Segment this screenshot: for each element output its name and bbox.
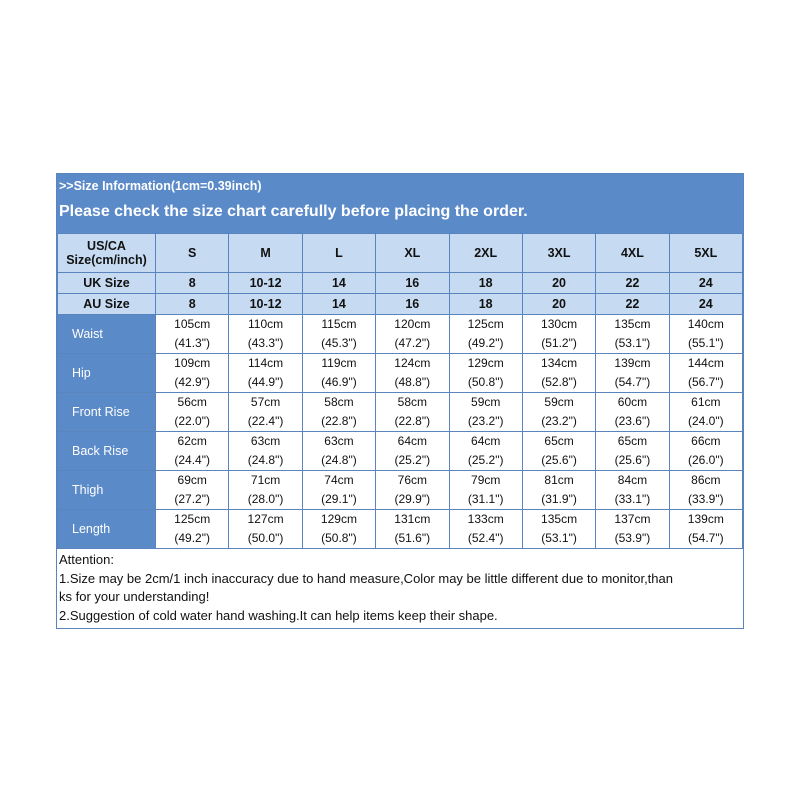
measurement-cell: [669, 354, 742, 393]
inch-value: (44.9"): [247, 375, 284, 389]
uk-size-cell: 18: [449, 273, 522, 294]
cm-value: 65cm: [617, 434, 648, 448]
inch-value: (24.0"): [688, 414, 724, 428]
measurement-cell: [376, 432, 449, 471]
measurement-label: Front Rise: [58, 393, 156, 432]
cm-value: 59cm: [471, 395, 501, 409]
measurement-cell: [229, 315, 302, 354]
measurement-cell: [596, 510, 669, 549]
inch-value: (24.4"): [174, 453, 210, 467]
cm-value: 109cm: [174, 356, 211, 370]
size-header-cell: S: [156, 234, 229, 273]
measurement-cell: [449, 315, 522, 354]
inch-value: (24.8"): [321, 453, 357, 467]
measurement-cell: [302, 471, 375, 510]
inch-value: (49.2"): [467, 336, 504, 350]
cm-value: 62cm: [177, 434, 207, 448]
uk-size-cell: 14: [302, 273, 375, 294]
measurement-cell: [376, 354, 449, 393]
au-size-cell: 18: [449, 294, 522, 315]
measurement-cell: [522, 471, 595, 510]
cm-value: 69cm: [177, 473, 207, 487]
inch-value: (50.8"): [321, 531, 357, 545]
cm-value: 139cm: [614, 356, 651, 370]
uk-size-cell: 24: [669, 273, 742, 294]
inch-value: (23.2"): [541, 414, 577, 428]
measurement-row: [58, 471, 743, 510]
inch-value: (23.6"): [614, 414, 651, 428]
uk-size-cell: 10-12: [229, 273, 302, 294]
cm-value: 105cm: [174, 317, 211, 331]
inch-value: (25.2"): [394, 453, 431, 467]
inch-value: (49.2"): [174, 531, 210, 545]
inch-value: (50.0"): [247, 531, 284, 545]
inch-value: (22.4"): [247, 414, 284, 428]
measurement-cell: [669, 315, 742, 354]
au-size-cell: 14: [302, 294, 375, 315]
cm-value: 61cm: [691, 395, 721, 409]
measurement-cell: [229, 432, 302, 471]
cm-value: 57cm: [250, 395, 281, 409]
measurement-cell: [156, 354, 229, 393]
cm-value: 120cm: [394, 317, 431, 331]
measurement-label: Length: [58, 510, 156, 549]
attention-note-1a: 1.Size may be 2cm/1 inch inaccuracy due to hand measure,Color may be little different due to monitor,than: [59, 570, 673, 586]
cm-value: 133cm: [467, 512, 504, 526]
cm-value: 60cm: [617, 395, 648, 409]
uk-size-row: [58, 273, 743, 294]
cm-value: 125cm: [467, 317, 504, 331]
cm-value: 144cm: [687, 356, 724, 370]
inch-value: (43.3"): [247, 336, 284, 350]
inch-value: (31.1"): [467, 492, 504, 506]
cm-value: 79cm: [471, 473, 501, 487]
measurement-cell: [302, 354, 375, 393]
cm-value: 58cm: [397, 395, 427, 409]
inch-value: (33.1"): [614, 492, 651, 506]
measurement-cell: [669, 432, 742, 471]
size-header-cell: L: [302, 234, 375, 273]
cm-value: 66cm: [691, 434, 721, 448]
uk-size-cell: 16: [376, 273, 449, 294]
inch-value: (51.2"): [541, 336, 577, 350]
measurement-row: [58, 432, 743, 471]
measurement-row: [58, 315, 743, 354]
inch-value: (26.0"): [688, 453, 724, 467]
measurement-cell: [229, 354, 302, 393]
us-ca-size-row: [58, 234, 743, 273]
measurement-cell: [302, 510, 375, 549]
measurement-cell: [449, 471, 522, 510]
cm-value: 81cm: [544, 473, 574, 487]
cm-value: 84cm: [617, 473, 648, 487]
cm-value: 135cm: [541, 512, 578, 526]
size-header-cell: 2XL: [449, 234, 522, 273]
inch-value: (25.2"): [467, 453, 504, 467]
measurement-cell: [229, 510, 302, 549]
size-unit-label: Size(cm/inch): [66, 253, 147, 267]
inch-value: (52.4"): [467, 531, 504, 545]
measurement-cell: [669, 393, 742, 432]
inch-value: (31.9"): [541, 492, 577, 506]
inch-value: (52.8"): [541, 375, 577, 389]
inch-value: (56.7"): [688, 375, 724, 389]
chart-header: [57, 174, 743, 233]
inch-value: (54.7"): [688, 531, 724, 545]
measurement-cell: [376, 510, 449, 549]
measurement-cell: [449, 432, 522, 471]
measurement-cell: [156, 510, 229, 549]
size-header-cell: 5XL: [669, 234, 742, 273]
measurement-label: Back Rise: [58, 432, 156, 471]
cm-value: 58cm: [324, 395, 354, 409]
cm-value: 71cm: [250, 473, 281, 487]
inch-value: (53.1"): [614, 336, 651, 350]
measurement-cell: [449, 354, 522, 393]
au-size-cell: 10-12: [229, 294, 302, 315]
inch-value: (25.6"): [614, 453, 651, 467]
cm-value: 139cm: [687, 512, 724, 526]
measurement-cell: [522, 432, 595, 471]
measurement-row: [58, 393, 743, 432]
size-table: [57, 233, 743, 549]
attention-notes: [57, 549, 743, 628]
measurement-cell: [156, 393, 229, 432]
attention-note-1b: ks for your understanding!: [59, 589, 210, 604]
inch-value: (29.1"): [321, 492, 357, 506]
inch-value: (54.7"): [614, 375, 651, 389]
cm-value: 134cm: [541, 356, 578, 370]
cm-value: 76cm: [397, 473, 427, 487]
measurement-label: Waist: [58, 315, 156, 354]
inch-value: (55.1"): [688, 336, 724, 350]
measurement-cell: [669, 510, 742, 549]
attention-note-2: 2.Suggestion of cold water hand washing.It can help items keep their shape.: [59, 607, 498, 623]
inch-value: (33.9"): [688, 492, 724, 506]
inch-value: (46.9"): [321, 375, 357, 389]
measurement-row: [58, 510, 743, 549]
inch-value: (27.2"): [174, 492, 210, 506]
cm-value: 64cm: [471, 434, 501, 448]
cm-value: 140cm: [687, 317, 724, 331]
measurement-cell: [522, 354, 595, 393]
cm-value: 65cm: [544, 434, 574, 448]
au-size-cell: 20: [522, 294, 595, 315]
measurement-cell: [302, 393, 375, 432]
measurement-cell: [302, 315, 375, 354]
size-header-cell: XL: [376, 234, 449, 273]
cm-value: 63cm: [324, 434, 354, 448]
us-ca-label: US/CA: [87, 239, 126, 253]
measurement-cell: [596, 432, 669, 471]
attention-heading: Attention:: [59, 552, 114, 567]
inch-value: (53.9"): [614, 531, 651, 545]
au-size-cell: 8: [156, 294, 229, 315]
cm-value: 115cm: [321, 317, 357, 331]
measurement-cell: [156, 471, 229, 510]
measurement-cell: [449, 393, 522, 432]
inch-value: (22.0"): [174, 414, 210, 428]
measurement-cell: [596, 315, 669, 354]
measurement-cell: [669, 471, 742, 510]
cm-value: 59cm: [544, 395, 574, 409]
cm-value: 135cm: [614, 317, 651, 331]
cm-value: 125cm: [174, 512, 211, 526]
measurement-cell: [376, 471, 449, 510]
inch-value: (29.9"): [394, 492, 431, 506]
inch-value: (53.1"): [541, 531, 577, 545]
inch-value: (23.2"): [467, 414, 504, 428]
cm-value: 74cm: [324, 473, 354, 487]
measurement-cell: [229, 393, 302, 432]
measurement-cell: [302, 432, 375, 471]
measurement-label: Thigh: [58, 471, 156, 510]
measurement-cell: [156, 315, 229, 354]
inch-value: (25.6"): [541, 453, 577, 467]
size-info-title: >>Size Information(1cm=0.39inch): [59, 179, 262, 193]
size-header-cell: 4XL: [596, 234, 669, 273]
measurement-cell: [522, 393, 595, 432]
measurement-cell: [449, 510, 522, 549]
measurement-cell: [522, 510, 595, 549]
au-size-cell: 22: [596, 294, 669, 315]
size-header-cell: M: [229, 234, 302, 273]
cm-value: 127cm: [247, 512, 284, 526]
measurement-row: [58, 354, 743, 393]
uk-size-cell: 8: [156, 273, 229, 294]
cm-value: 131cm: [394, 512, 431, 526]
cm-value: 64cm: [397, 434, 427, 448]
inch-value: (47.2"): [394, 336, 431, 350]
cm-value: 63cm: [250, 434, 281, 448]
inch-value: (22.8"): [394, 414, 431, 428]
inch-value: (42.9"): [174, 375, 210, 389]
uk-size-cell: 22: [596, 273, 669, 294]
uk-size-label: UK Size: [58, 273, 156, 294]
inch-value: (24.8"): [247, 453, 284, 467]
au-size-label: AU Size: [58, 294, 156, 315]
inch-value: (48.8"): [394, 375, 431, 389]
measurement-cell: [596, 471, 669, 510]
au-size-cell: 24: [669, 294, 742, 315]
au-size-row: [58, 294, 743, 315]
cm-value: 110cm: [247, 317, 284, 331]
inch-value: (28.0"): [247, 492, 284, 506]
measurement-cell: [522, 315, 595, 354]
uk-size-cell: 20: [522, 273, 595, 294]
measurement-cell: [376, 393, 449, 432]
inch-value: (50.8"): [467, 375, 504, 389]
cm-value: 129cm: [467, 356, 504, 370]
measurement-cell: [229, 471, 302, 510]
cm-value: 129cm: [320, 512, 357, 526]
cm-value: 56cm: [177, 395, 207, 409]
cm-value: 130cm: [541, 317, 578, 331]
cm-value: 86cm: [691, 473, 721, 487]
measurement-cell: [596, 393, 669, 432]
inch-value: (51.6"): [394, 531, 431, 545]
cm-value: 114cm: [247, 356, 284, 370]
order-notice: Please check the size chart carefully before placing the order.: [59, 203, 528, 220]
au-size-cell: 16: [376, 294, 449, 315]
cm-value: 119cm: [321, 356, 357, 370]
inch-value: (22.8"): [321, 414, 357, 428]
inch-value: (45.3"): [321, 336, 357, 350]
measurement-cell: [156, 432, 229, 471]
measurement-label: Hip: [58, 354, 156, 393]
measurement-cell: [376, 315, 449, 354]
size-header-cell: 3XL: [522, 234, 595, 273]
inch-value: (41.3"): [174, 336, 210, 350]
size-chart: [56, 173, 744, 629]
us-ca-size-label: [58, 234, 156, 273]
cm-value: 124cm: [394, 356, 431, 370]
cm-value: 137cm: [614, 512, 651, 526]
measurement-cell: [596, 354, 669, 393]
